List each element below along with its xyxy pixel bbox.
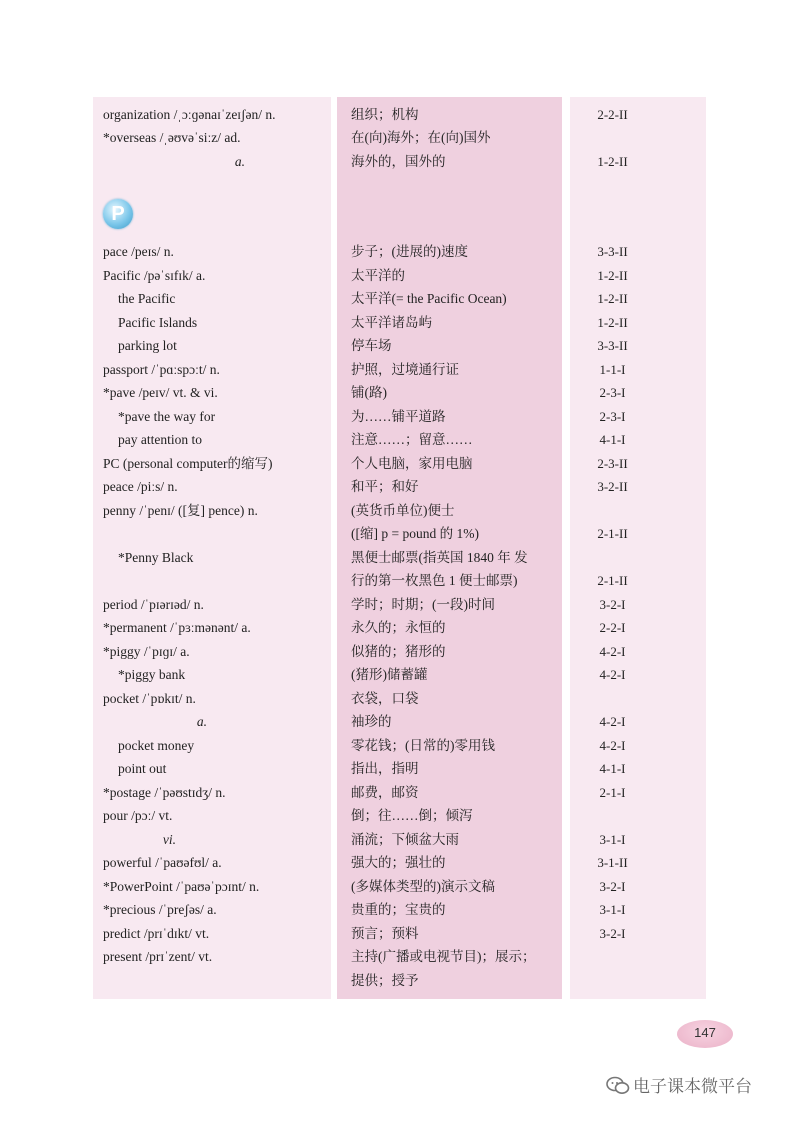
list-item: point out 指出，指明 4-1-I: [118, 761, 626, 776]
list-item: peace /piːs/ n. 和平；和好 3-2-II: [103, 479, 628, 494]
list-item: *piggy bank (猪形)储蓄罐 4-2-I: [118, 667, 626, 682]
list-item: Pacific /pəˈsɪfɪk/ a. 太平洋的 1-2-II: [103, 268, 628, 283]
watermark-text: 电子课本微平台: [633, 1077, 752, 1097]
list-item: pour /pɔː/ vt. 倒；往……倒；倾泻: [103, 808, 473, 823]
list-item: ([缩] p = pound 的 1%) 2-1-II: [351, 526, 628, 541]
list-item: *overseas /ˌəʊvəˈsiːz/ ad. 在(向)海外；在(向)国外: [103, 130, 491, 145]
list-item: passport /ˈpɑːspɔːt/ n. 护照，过境通行证 1-1-I: [103, 362, 626, 377]
list-item: 提供；授予: [351, 973, 419, 988]
wechat-icon: [606, 1076, 630, 1096]
list-item: the Pacific 太平洋(= the Pacific Ocean) 1-2-II: [118, 291, 628, 306]
list-item: PC (personal computer的缩写) 个人电脑，家用电脑 2-3-II: [103, 456, 628, 471]
list-item: parking lot 停车场 3-3-II: [118, 338, 628, 353]
list-item: *precious /ˈpreʃəs/ a. 贵重的；宝贵的 3-1-I: [103, 902, 626, 917]
list-item: a. 袖珍的 4-2-I: [196, 714, 626, 729]
list-item: *permanent /ˈpɜːmənənt/ a. 永久的；永恒的 2-2-I: [103, 620, 626, 635]
list-item: present /prɪˈzent/ vt. 主持(广播或电视节目)；展示；: [103, 949, 536, 964]
list-item: period /ˈpɪərɪəd/ n. 学时；时期；(一段)时间 3-2-I: [103, 597, 626, 612]
page-number-badge: [677, 1020, 733, 1048]
list-item: *piggy /ˈpɪɡɪ/ a. 似猪的；猪形的 4-2-I: [103, 644, 626, 659]
list-item: *pave the way for 为……铺平道路 2-3-I: [118, 409, 626, 424]
list-item: penny /ˈpenɪ/ ([复] pence) n. (英货币单位)便士: [103, 503, 455, 518]
list-item: 行的第一枚黑色 1 便士邮票) 2-1-II: [351, 573, 628, 588]
list-item: *pave /peɪv/ vt. & vi. 铺(路) 2-3-I: [103, 385, 626, 400]
list-item: pace /peɪs/ n. 步子；(进展的)速度 3-3-II: [103, 244, 628, 259]
list-item: pocket money 零花钱；(日常的)零用钱 4-2-I: [118, 738, 626, 753]
letter-p-label: P: [111, 203, 125, 225]
page-number: 147: [694, 1025, 716, 1040]
list-item: vi. 涌流；下倾盆大雨 3-1-I: [162, 832, 626, 847]
watermark: [606, 1074, 752, 1100]
list-item: pay attention to 注意……；留意…… 4-1-I: [118, 432, 626, 447]
list-item: powerful /ˈpaʊəfʊl/ a. 强大的；强壮的 3-1-II: [103, 855, 628, 870]
list-item: *Penny Black 黑便士邮票(指英国 1840 年 发: [118, 550, 528, 565]
list-item: *PowerPoint /ˈpaʊəˈpɔɪnt/ n. (多媒体类型的)演示文稿 3-2-I: [103, 879, 626, 894]
list-item: organization /ˌɔːɡənaɪˈzeɪʃən/ n. 组织；机构 2-2-II: [103, 107, 628, 122]
list-item: Pacific Islands 太平洋诸岛屿 1-2-II: [118, 315, 628, 330]
list-item: a. 海外的，国外的 1-2-II: [234, 154, 628, 169]
list-item: predict /prɪˈdɪkt/ vt. 预言；预料 3-2-I: [103, 926, 626, 941]
list-item: pocket /ˈpɒkɪt/ n. 衣袋，口袋: [103, 691, 419, 706]
list-item: *postage /ˈpəʊstɪdʒ/ n. 邮费，邮资 2-1-I: [103, 785, 626, 800]
